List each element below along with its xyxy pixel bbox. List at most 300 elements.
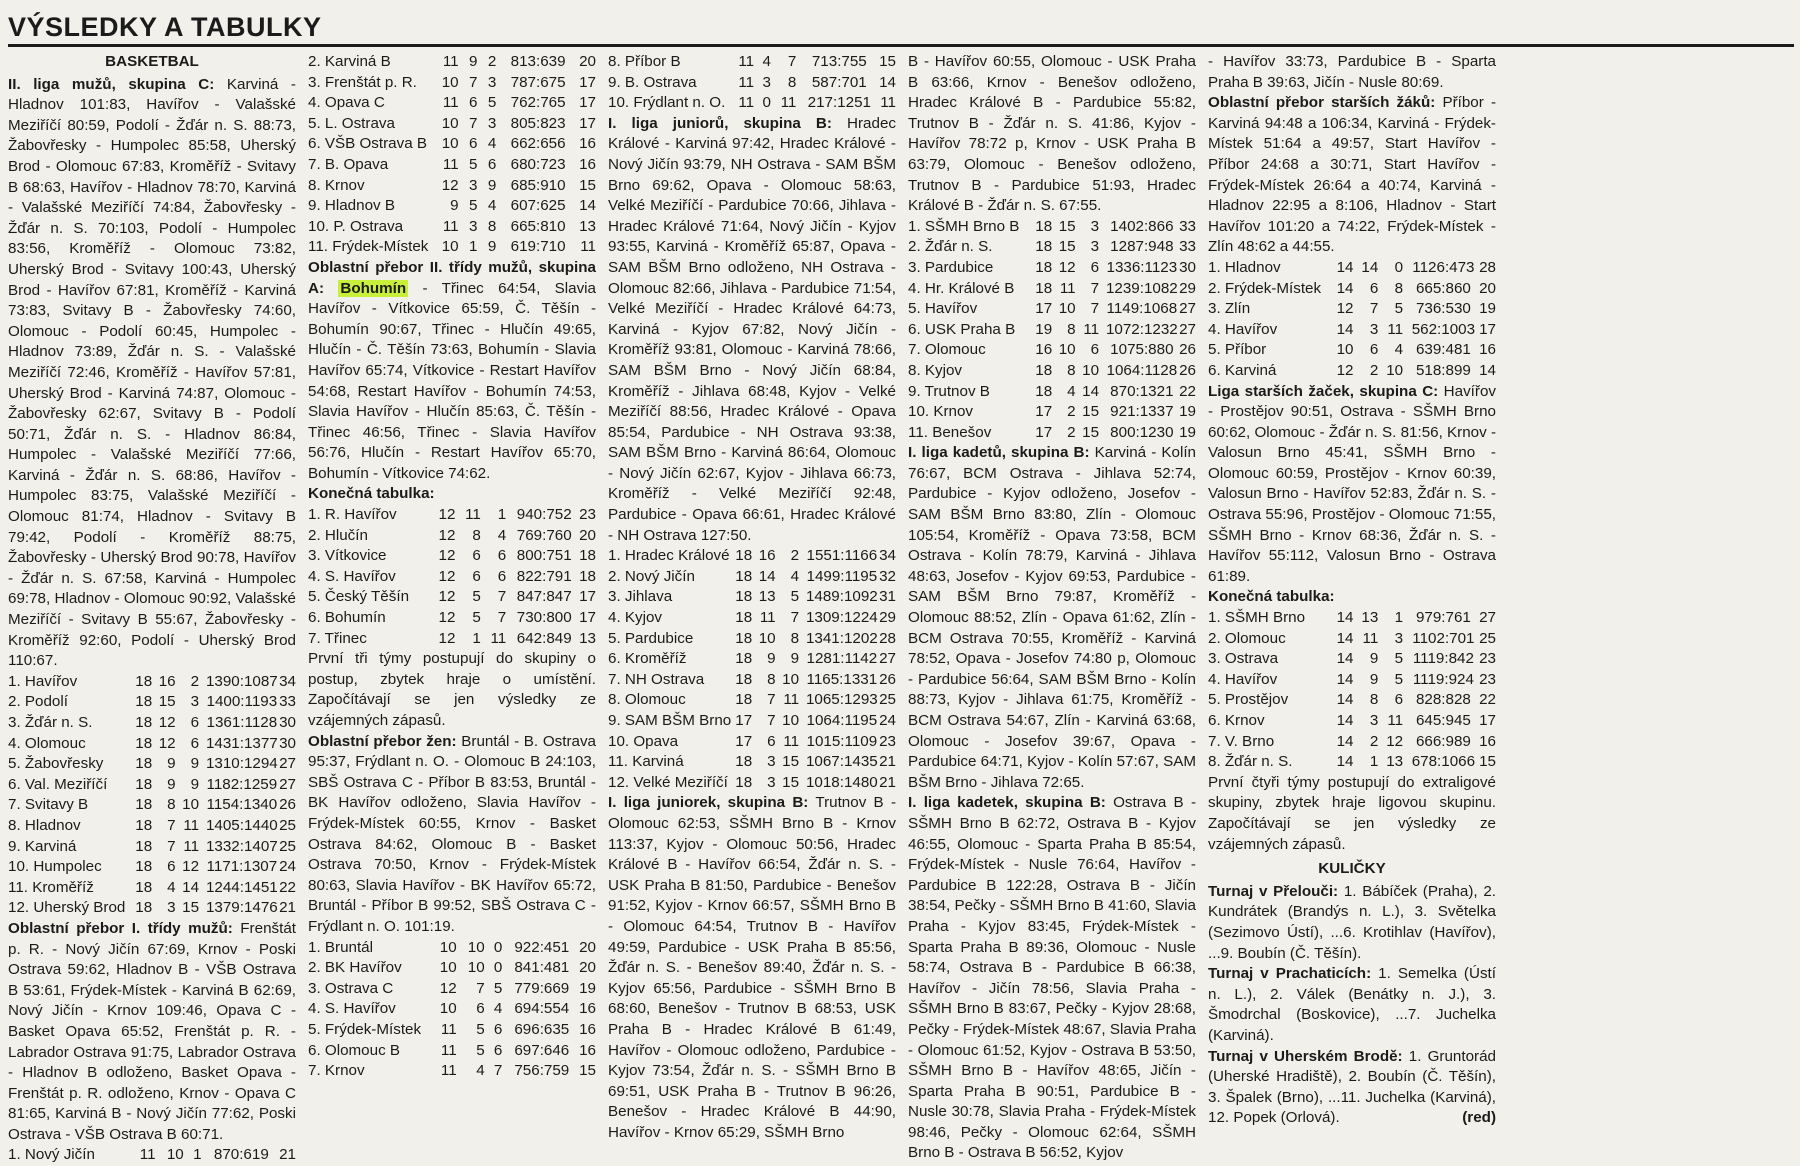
games-played: 18: [735, 691, 753, 709]
wins: 10: [1058, 300, 1076, 318]
games-played: 10: [439, 938, 457, 956]
sport-heading-kulicky: KULIČKY: [1318, 860, 1386, 878]
score: 1400:1193: [206, 693, 278, 711]
wins: 13: [1361, 609, 1379, 627]
games-played: 17: [1035, 300, 1053, 318]
section-text: Karviná - Hladnov 101:83, Havířov - Valašské Meziříčí 80:59, Podolí - Žďár n. S. 88:73, Žabovřesky - Humpolec 85:58, Uherský Brod - Olomouc 67:83, Kroměříž - Svitavy B 68:63, Havířov - Hladnov 78:70, Karviná - Valašské Meziříčí 74:84, Žabovřesky - Žďár n. S. 70:103, Podolí - Humpolec 83:56, Kroměříž - Olomouc 73:82, Uherský Brod - Svitavy 100:43, Uherský Brod - Havířov 67:81, Kroměříž - Karviná 73:83, Svitavy B - Žabovřesky 74:60, Olomouc - Podolí 60:45, Humpolec - Hladnov 73:89, Žďár n. S. - Valašské Meziříčí 72:46, Kroměříž - Havířov 57:81, Uherský Brod - Karviná 74:87, Olomouc - Žabovřesky 62:67, Svitavy B - Podolí 50:71, Žďár n. S. - Hladnov 86:84, Humpolec - Valašské Meziříčí 77:66, Karviná - Žďár n. S. 68:86, Havířov - Humpolec 83:75, Valašské Meziříčí - Olomouc 81:74, Hladnov - Svitavy B 79:42, Podolí - Kroměříž 88:75, Žabovřesky - Uherský Brod 90:78, Havířov - Žďár n. S. 67:58, Karviná - Humpolec 69:78, Hladnov - Olomouc 90:92, Valašské Meziříčí - Svitavy B 55:67, Žabovřesky - Kroměříž 92:60, Podolí - Uherský Brod 110:67.: [8, 75, 296, 670]
page-header: [8, 10, 1794, 47]
points: 19: [1179, 403, 1196, 421]
team-name: 3. Ostrava C: [308, 979, 394, 997]
games-played: 14: [1336, 258, 1354, 276]
wins: 8: [1067, 361, 1076, 379]
table-row: [908, 361, 1196, 382]
losses: 6: [1394, 691, 1404, 709]
team-name: 7. V. Brno: [1208, 732, 1275, 750]
score: 813:639: [510, 53, 566, 70]
table-row: [908, 382, 1196, 403]
team-name: 4. Havířov: [1208, 320, 1278, 338]
table-row: [308, 999, 596, 1020]
games-played: 14: [1336, 609, 1354, 627]
wins: 11: [1059, 279, 1076, 297]
points: 22: [1479, 691, 1496, 709]
losses: 7: [497, 588, 507, 606]
points: 16: [1479, 341, 1496, 359]
points: 20: [579, 938, 596, 956]
points: 17: [579, 609, 596, 627]
column-2: [308, 52, 597, 1080]
wins: 9: [167, 775, 176, 793]
column-5: [1208, 52, 1497, 1127]
table-row: [1208, 690, 1496, 711]
wins: 5: [476, 1020, 485, 1038]
table-row: [8, 775, 296, 796]
standings-table: [8, 1145, 296, 1166]
section-text: Příbor - Karviná 94:48 a 106:34, Karviná - Frýdek-Místek 51:64 a 49:57, Start Havířov - Příbor 24:68 a 30:71, Start Havířov - Frýdek-Místek 26:64 a 40:74, Karviná - Hladnov 22:95 a 8:106, Hladnov - Start Havířov 101:20 a 74:22, Frýdek-Místek - Zlín 48:62 a 44:55.: [1208, 94, 1497, 256]
games-played: 17: [1035, 423, 1053, 441]
losses: 11: [780, 94, 797, 112]
points: 11: [580, 238, 596, 256]
losses: 2: [190, 672, 200, 690]
score: 1067:1435: [805, 753, 878, 771]
score: 678:1066: [1411, 753, 1476, 771]
games-played: 18: [135, 755, 153, 773]
games-played: 10: [441, 135, 459, 153]
score: 870:1321: [1110, 382, 1174, 400]
score: 697:646: [514, 1041, 570, 1059]
points: 18: [579, 547, 596, 565]
points: 19: [579, 979, 596, 997]
section-oblastni-prebor-i: [8, 919, 296, 1146]
table-row: [608, 773, 896, 794]
points: 23: [579, 506, 596, 524]
team-name: 5. Český Těšín: [308, 588, 410, 606]
section-head: I. liga juniorek, skupina B:: [608, 794, 809, 812]
wins: 15: [1058, 217, 1076, 235]
team-name: 2. Nový Jičín: [608, 567, 695, 585]
wins: 5: [468, 155, 478, 173]
team-name: 3. Pardubice: [908, 258, 994, 276]
table-row: [608, 93, 896, 114]
losses: 15: [782, 753, 800, 771]
losses: 10: [1082, 361, 1100, 379]
wins: 2: [1067, 403, 1076, 421]
wins: 6: [476, 1000, 485, 1018]
losses: 15: [182, 899, 200, 917]
section-text: Frenštát p. R. - Nový Jičín 67:69, Krnov - Poski Ostrava 59:62, Hladnov B - VŠB Ostrava B 53:61, Frýdek-Místek - Karviná B 62:69, Nový Jičín - Krnov 109:46, Opava C - Basket Opava 65:52, Frenštát p. R. - Labrador Ostrava 91:75, Labrador Ostrava - Hladnov B odloženo, Basket Opava - Frenštát p. R. odloženo, Krnov - Opava C 81:65, Karviná B - Nový Jičín 77:62, Poski Ostrava - VŠB Ostrava B 60:71.: [8, 919, 296, 1143]
table-row: [1208, 279, 1496, 300]
table-row: [8, 713, 296, 734]
section-head: Turnaj v Uherském Brodě:: [1208, 1047, 1403, 1065]
team-name: 5. Frýdek-Místek: [308, 1020, 422, 1038]
games-played: 18: [1035, 217, 1053, 235]
games-played: 12: [438, 588, 456, 606]
losses: 12: [182, 858, 200, 876]
losses: 8: [787, 73, 797, 91]
table-row: [308, 567, 596, 588]
score: 1119:924: [1412, 670, 1474, 688]
points: 27: [1179, 300, 1196, 318]
points: 16: [579, 1000, 596, 1018]
games-played: 18: [135, 858, 153, 876]
score: 645:945: [1415, 712, 1471, 729]
table-row: [308, 52, 596, 73]
score: 828:828: [1415, 691, 1471, 709]
tournament-uhersky-brod: [1208, 1047, 1496, 1129]
score: 1075:880: [1110, 341, 1174, 359]
score: 800:1230: [1110, 423, 1174, 441]
sport-heading-basketbal: BASKETBAL: [105, 53, 199, 70]
wins: 2: [1369, 361, 1379, 379]
table-row: [308, 155, 596, 176]
team-name: 12. Uherský Brod: [8, 899, 126, 917]
points: 15: [1479, 753, 1496, 771]
games-played: 18: [735, 609, 753, 627]
points: 33: [1179, 238, 1196, 256]
losses: 5: [493, 979, 503, 997]
score: 665:810: [510, 217, 566, 235]
points: 16: [579, 155, 596, 173]
wins: 6: [767, 732, 776, 750]
games-played: 10: [441, 73, 459, 91]
section-liga-juniorek: [608, 793, 896, 1143]
team-name: 7. Svitavy B: [8, 796, 89, 814]
standings-table: [908, 217, 1196, 444]
games-played: 18: [135, 796, 153, 814]
games-played: 11: [442, 217, 459, 235]
wins: 7: [468, 73, 478, 91]
games-played: 18: [1035, 361, 1053, 379]
score: 1341:1202: [805, 629, 878, 647]
losses: 8: [1394, 279, 1404, 297]
score: 921:1337: [1110, 403, 1174, 421]
score: 1287:948: [1110, 238, 1174, 256]
wins: 4: [762, 53, 771, 70]
games-played: 11: [738, 73, 755, 91]
table-row: [608, 608, 896, 629]
table-row: [1208, 752, 1496, 773]
score: 805:823: [510, 114, 566, 132]
table-row: [308, 176, 596, 197]
points: 34: [879, 547, 896, 565]
points: 17: [579, 94, 596, 112]
section-text: 1. Gruntorád (Uherské Hradiště), 2. Boubín (Č. Těšín), 3. Špalek (Brno), ...11. Juchelka (Karviná), 12. Popek (Orlová).: [1208, 1047, 1496, 1127]
games-played: 18: [735, 650, 753, 668]
points: 20: [579, 959, 596, 977]
score: 1390:1087: [205, 672, 278, 690]
team-name: 9. B. Ostrava: [608, 73, 697, 91]
losses: 6: [493, 1020, 503, 1038]
losses: 11: [183, 816, 200, 834]
team-name: 7. Olomouc: [908, 341, 986, 359]
games-played: 12: [438, 609, 456, 627]
losses: 1: [193, 1146, 202, 1164]
games-played: 18: [135, 816, 153, 834]
table-row: [608, 629, 896, 650]
points: 17: [1479, 712, 1496, 729]
table-row: [308, 114, 596, 135]
team-name: 3. Žďár n. S.: [8, 714, 93, 731]
points: 24: [879, 712, 896, 729]
section-head: I. liga kadetek, skupina B:: [908, 794, 1106, 812]
score: 713:755: [811, 53, 867, 70]
games-played: 18: [735, 773, 753, 791]
table-row: [8, 898, 296, 919]
losses: 3: [487, 73, 497, 91]
table-row: [308, 587, 596, 608]
score: 1126:473: [1412, 258, 1475, 276]
table-row: [908, 299, 1196, 320]
table-row: [308, 526, 596, 547]
wins: 1: [472, 629, 481, 647]
score: 847:847: [516, 588, 572, 606]
points: 16: [1479, 732, 1496, 750]
wins: 15: [1058, 238, 1076, 256]
wins: 7: [468, 114, 478, 132]
team-name: 7. Krnov: [308, 1062, 365, 1080]
wins: 7: [167, 837, 176, 855]
wins: 8: [167, 796, 176, 814]
losses: 11: [1387, 712, 1404, 729]
wins: 12: [158, 734, 176, 752]
wins: 3: [468, 176, 478, 194]
score: 619:710: [510, 238, 566, 256]
table-row: [308, 1041, 596, 1062]
games-played: 18: [1035, 382, 1053, 400]
games-played: 12: [1336, 361, 1354, 379]
table-row: [608, 732, 896, 753]
points: 19: [1479, 300, 1496, 318]
score: 666:989: [1415, 732, 1471, 750]
team-name: 5. Havířov: [908, 300, 978, 318]
team-name: 8. Žďár n. S.: [1208, 753, 1293, 771]
score: 1332:1407: [205, 837, 278, 855]
points: 20: [579, 53, 596, 70]
score: 1064:1195: [806, 712, 878, 729]
score: 1102:701: [1412, 629, 1475, 647]
table-row: [308, 546, 596, 567]
team-name: 4. S. Havířov: [308, 1000, 396, 1018]
wins: 3: [1369, 712, 1379, 729]
score: 769:760: [516, 526, 572, 544]
table-row: [8, 837, 296, 858]
section-head: II. liga mužů, skupina C:: [8, 75, 215, 93]
team-name: 8. Olomouc: [608, 691, 686, 709]
games-played: 18: [735, 567, 753, 585]
section-text: Ostrava B - SŠMH Brno B 62:72, Ostrava B - Kyjov 46:55, Olomouc - Sparta Praha B 85:54, Frýdek-Místek - Nusle 76:64, Havířov - Pardubice B 122:28, Ostrava B - Jičín 38:54, Pečky - SŠMH Brno B 41:60, Slavia Praha - Kyjov 83:45, Frýdek-Místek - Sparta Praha B 89:36, Olomouc - Nusle 58:74, Ostrava B - Pardubice B 66:38, Havířov - Jičín 78:56, Slavia Praha - SŠMH Brno B 83:67, Pečky - Kyjov 28:68, Pečky - Frýdek-Místek 48:67, Slavia Praha - Olomouc 61:52, Kyjov - Ostrava B 53:50, SŠMH Brno B - Havířov 48:65, Jičín - Sparta Praha B 90:51, Pardubice B - Nusle 30:78, Slavia Praha - Frýdek-Místek 98:46, Pečky - Olomouc 62:64, SŠMH Brno B - Ostrava B 56:52, Kyjov: [908, 794, 1196, 1162]
games-played: 11: [139, 1146, 156, 1164]
losses: 11: [1083, 320, 1100, 338]
score: 694:554: [514, 1000, 570, 1018]
points: 29: [879, 609, 896, 627]
points: 25: [279, 816, 296, 834]
wins: 6: [472, 547, 481, 565]
losses: 7: [493, 1062, 503, 1080]
points: 13: [579, 629, 596, 647]
games-played: 10: [1336, 341, 1354, 359]
points: 26: [279, 796, 296, 814]
team-name: 10. Frýdlant n. O.: [608, 94, 726, 112]
games-played: 18: [135, 837, 153, 855]
table-row: [608, 73, 896, 94]
table-row: [908, 340, 1196, 361]
team-name: 11. Karviná: [608, 753, 684, 771]
wins: 9: [1369, 670, 1379, 688]
points: 30: [1179, 258, 1196, 276]
games-played: 16: [1035, 341, 1053, 359]
score: 1431:1377: [205, 734, 278, 752]
wins: 2: [1369, 732, 1379, 750]
points: 18: [579, 567, 596, 585]
team-name: 1. Nový Jičín: [8, 1146, 95, 1164]
losses: 10: [782, 712, 800, 729]
wins: 9: [468, 53, 478, 70]
section-head: Oblastní přebor I. třídy mužů:: [8, 919, 233, 937]
standings-table: [308, 938, 596, 1082]
table-row: [1208, 629, 1496, 650]
table-row: [308, 629, 596, 650]
points: 31: [879, 588, 896, 606]
losses: 10: [182, 796, 200, 814]
team-name: 11. Kroměříž: [8, 878, 94, 896]
losses: 14: [182, 878, 200, 896]
table-row: [908, 237, 1196, 258]
standings-table: [608, 546, 896, 793]
points: 30: [279, 734, 296, 752]
losses: 4: [497, 526, 507, 544]
score: 518:899: [1415, 361, 1471, 379]
wins: 10: [1058, 341, 1076, 359]
points: 24: [279, 858, 296, 876]
wins: 3: [167, 899, 176, 917]
wins: 10: [467, 959, 485, 977]
final-table-label: [1208, 587, 1496, 608]
team-name: 2. BK Havířov: [308, 959, 402, 977]
team-name: 9. Trutnov B: [908, 382, 990, 400]
wins: 4: [167, 878, 176, 896]
score: 1065:1293: [805, 691, 878, 709]
wins: 5: [468, 197, 478, 215]
losses: 6: [1090, 258, 1100, 276]
losses: 15: [782, 773, 800, 791]
wins: 0: [762, 94, 771, 112]
team-name: 3. Zlín: [1208, 300, 1251, 318]
losses: 9: [190, 755, 200, 773]
team-name: 8. Kyjov: [908, 361, 963, 379]
losses: 5: [487, 94, 497, 112]
team-name: 9. SAM BŠM Brno: [608, 712, 732, 729]
losses: 12: [1386, 732, 1404, 750]
team-name: 2. Hlučín: [308, 526, 368, 544]
losses: 9: [190, 775, 200, 793]
table-row: [608, 752, 896, 773]
team-name: 6. VŠB Ostrava B: [308, 135, 428, 153]
team-name: 11. Frýdek-Místek: [308, 238, 429, 256]
wins: 10: [758, 629, 776, 647]
section-ii-liga-muzu: [8, 75, 296, 672]
score: 662:656: [510, 135, 566, 153]
points: 26: [1179, 341, 1196, 359]
score: 1361:1128: [206, 714, 278, 731]
losses: 8: [790, 629, 800, 647]
losses: 6: [190, 734, 200, 752]
table-row: [8, 816, 296, 837]
table-row: [608, 567, 896, 588]
wins: 7: [1369, 300, 1379, 318]
score: 979:761: [1415, 609, 1471, 627]
wins: 10: [166, 1146, 184, 1164]
games-played: 14: [1336, 691, 1354, 709]
games-played: 14: [1336, 320, 1354, 338]
team-name: 9. Karviná: [8, 837, 77, 855]
score: 940:752: [516, 506, 572, 524]
score: 1171:1307: [206, 858, 278, 876]
losses: 8: [487, 217, 497, 235]
losses: 10: [782, 670, 800, 688]
table-row: [608, 546, 896, 567]
table-row: [308, 134, 596, 155]
points: 25: [1479, 629, 1496, 647]
team-name: 2. Frýdek-Místek: [1208, 279, 1322, 297]
losses: 2: [487, 53, 497, 70]
wins: 12: [158, 714, 176, 731]
team-name: 1. Havířov: [8, 672, 78, 690]
games-played: 14: [1336, 670, 1354, 688]
losses: 6: [190, 714, 200, 731]
losses: 3: [1090, 217, 1100, 235]
points: 15: [879, 53, 896, 70]
losses: 11: [783, 732, 800, 750]
table-row: [608, 587, 896, 608]
losses: 3: [1394, 629, 1404, 647]
points: 27: [1179, 320, 1196, 338]
table-row: [1208, 361, 1496, 382]
section-liga-kadetu: [908, 443, 1196, 793]
score: 665:860: [1415, 279, 1471, 297]
score: 1154:1340: [206, 796, 278, 814]
table-row: [1208, 711, 1496, 732]
wins: 3: [1369, 320, 1379, 338]
losses: 0: [493, 959, 503, 977]
points: 22: [1179, 382, 1196, 400]
score: 639:481: [1415, 341, 1471, 359]
games-played: 19: [1035, 320, 1053, 338]
team-name: 10. Opava: [608, 732, 679, 750]
points: 23: [1479, 670, 1496, 688]
points: 34: [279, 672, 296, 690]
losses: 6: [493, 1041, 503, 1059]
losses: 4: [1394, 341, 1404, 359]
table-row: [1208, 732, 1496, 753]
team-name: 3. Ostrava: [1208, 650, 1279, 668]
score: 922:451: [514, 938, 570, 956]
table-row: [608, 649, 896, 670]
section-text-continued: B - Havířov 60:55, Olomouc - USK Praha B 63:66, Krnov - Benešov odloženo, Hradec Králové B - Pardubice 55:82, Trutnov B - Žďár n. S. 41:86, Kyjov - Havířov 78:72 p, Krnov - USK Praha B 63:79, Olomouc - Benešov odloženo, Trutnov B - Pardubice 51:93, Hradec Králové B - Žďár n. S. 67:55.: [908, 53, 1196, 215]
wins: 1: [1369, 753, 1379, 771]
points: 33: [1179, 217, 1196, 235]
losses: 15: [1082, 403, 1100, 421]
table-row: [308, 237, 596, 258]
points: 29: [1179, 279, 1196, 297]
section-text: 1. Bábíček (Praha), 2. Kundrátek (Brandýs n. L.), 3. Světelka (Sezimovo Ústí), ...6. Krotihlav (Havířov), ...9. Boubín (Č. Těšín).: [1208, 882, 1497, 962]
section-text: - Třinec 64:54, Slavia Havířov - Vítkovice 65:59, Č. Těšín - Bohumín 90:67, Třinec - Hlučín 49:65, Hlučín - Č. Těšín 73:63, Bohumín - Slavia Havířov 65:74, Vítkovice - Restart Havířov 54:68, Restart Havířov - Bohumín 74:53, Slavia Havířov - Hlučín 85:63, Č. Těšín - Třinec 46:56, Třinec - Slavia Havířov 56:76, Hlučín - Restart Havířov 65:70, Bohumín - Vítkovice 74:62.: [308, 279, 596, 482]
games-played: 12: [441, 176, 459, 194]
games-played: 12: [438, 547, 456, 565]
table-row: [608, 670, 896, 691]
wins: 7: [767, 712, 776, 729]
score: 1182:1259: [206, 775, 278, 793]
games-played: 18: [135, 693, 153, 711]
final-table-label: [308, 484, 596, 505]
